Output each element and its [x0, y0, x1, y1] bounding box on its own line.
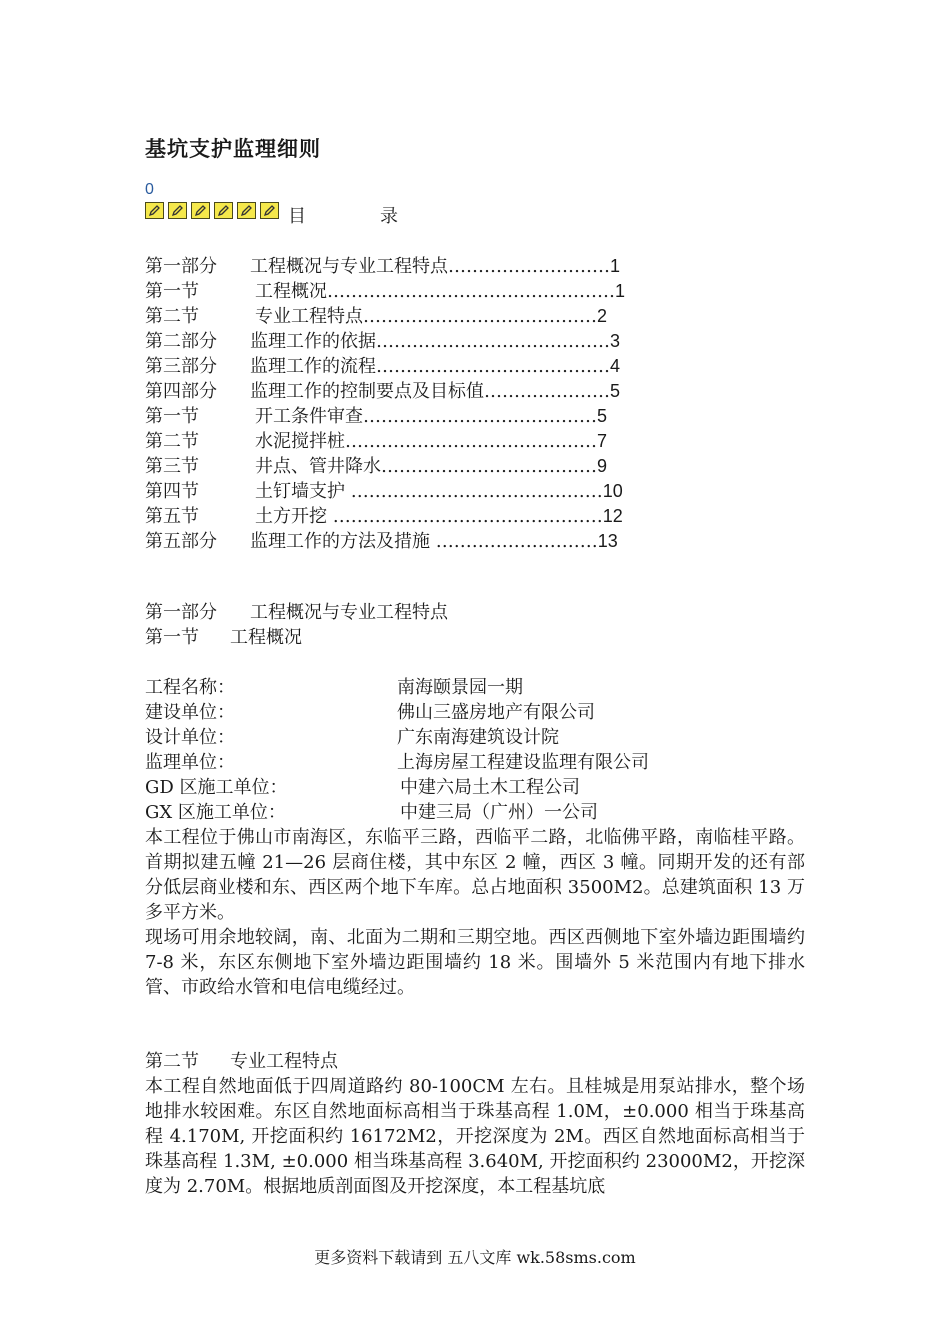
- info-key: 工程名称：: [145, 677, 235, 698]
- toc-item-page: 2: [597, 306, 608, 326]
- toc-item-page: 4: [610, 356, 621, 376]
- toc-item-text: 监理工作的控制要点及目标值: [250, 381, 484, 402]
- toc-item-leader: …………………………………: [376, 331, 610, 352]
- toc-item-leader: ……………………………………: [345, 481, 603, 502]
- toc-item-page: 7: [597, 431, 608, 451]
- info-key: GD 区施工单位：: [145, 777, 288, 798]
- paragraph-location: 本工程位于佛山市南海区，东临平三路，西临平二路，北临佛平路，南临桂平路。首期拟建五幢 21—26 层商住楼，其中东区 2 幢，西区 3 幢。同期开发的还有部分低层商业楼和东、西区两个地下车库。总占地面积 3500M2。总建筑面积 13 万多平方米。: [145, 827, 805, 923]
- part-title: 工程概况与专业工程特点: [250, 602, 448, 623]
- toc-item-text: 土方开挖: [255, 506, 327, 527]
- toc-item-page: 9: [597, 456, 608, 476]
- info-value: 南海颐景园一期: [397, 677, 523, 698]
- toc-item-page: 3: [610, 331, 621, 351]
- paragraph-site: 现场可用余地较阔，南、北面为二期和三期空地。西区西侧地下室外墙边距围墙约 7-8 米，东区东侧地下室外墙边距围墙约 18 米。围墙外 5 米范围内有地下排水管、市政给水管和电信电缆经过。: [145, 927, 805, 998]
- section-label: 第一节: [145, 627, 199, 648]
- toc-item-text: 水泥搅拌桩: [255, 431, 345, 452]
- toc-item-text: 监理工作的方法及措施: [250, 531, 430, 552]
- toc-item-leader: …………………………………: [376, 356, 610, 377]
- info-key: 设计单位：: [145, 727, 235, 748]
- pencil-icon: [260, 202, 279, 219]
- toc-item-page: 12: [602, 506, 623, 526]
- toc-item-label: 第四节: [145, 481, 199, 502]
- toc-item-text: 监理工作的依据: [250, 331, 376, 352]
- toc-item-text: 工程概况与专业工程特点: [250, 256, 448, 277]
- toc-item-label: 第四部分: [145, 381, 217, 402]
- toc-item-label: 第一节: [145, 281, 199, 302]
- toc-item-text: 专业工程特点: [255, 306, 363, 327]
- toc-item-leader: …………………: [484, 381, 610, 402]
- document-title: 基坑支护监理细则: [145, 137, 321, 161]
- toc-item-leader: ………………………………………: [327, 506, 603, 527]
- toc-item-label: 第五部分: [145, 531, 217, 552]
- section-label: 第二节: [145, 1051, 199, 1072]
- bookmark-anchor[interactable]: 0: [145, 181, 154, 198]
- section-title: 专业工程特点: [230, 1051, 338, 1072]
- pencil-icon: [168, 202, 187, 219]
- pencil-icon: [145, 202, 164, 219]
- toc-item-page: 5: [597, 406, 608, 426]
- section-title: 工程概况: [230, 627, 302, 648]
- section-2-heading: [145, 1049, 338, 1074]
- toc-item-text: 土钉墙支护: [255, 481, 345, 502]
- toc-item-leader: …………………………………………: [327, 281, 615, 302]
- toc-item-page: 1: [615, 281, 626, 301]
- toc-item-label: 第二部分: [145, 331, 217, 352]
- toc-heading-left: 目: [288, 206, 306, 227]
- toc-item-leader: ……………………………………: [345, 431, 597, 452]
- toc-heading-right: 录: [380, 206, 398, 227]
- toc-item-page: 5: [610, 381, 621, 401]
- info-key: 监理单位：: [145, 752, 235, 773]
- toc-item-label: 第二节: [145, 306, 199, 327]
- toc-item-label: 第五节: [145, 506, 199, 527]
- toc-item-leader: …………………………………: [363, 406, 597, 427]
- paragraph-features: 本工程自然地面低于四周道路约 80-100CM 左右。且桂城是用泵站排水，整个场地排水较困难。东区自然地面标高相当于珠基高程 1.0M，±0.000 相当于珠基高程 4.170M, 开挖面积约 16172M2，开挖深度为 2M。西区自然地面标高相当于珠基高程 1.3M, ±0.000 相当珠基高程 3.640M, 开挖面积约 23000M2，开挖深度为 2.70M。根据地质剖面图及开挖深度，本工程基坑底: [145, 1076, 805, 1197]
- toc-item-label: 第三节: [145, 456, 199, 477]
- toc-item-label: 第三部分: [145, 356, 217, 377]
- info-value: 中建三局（广州）一公司: [400, 802, 598, 823]
- toc-item-leader: ………………………: [448, 256, 610, 277]
- toc-heading: [288, 202, 398, 228]
- info-value: 佛山三盛房地产有限公司: [397, 702, 595, 723]
- section-1-heading: [145, 600, 448, 650]
- part-label: 第一部分: [145, 602, 217, 623]
- toc-item-leader: ………………………………: [381, 456, 597, 477]
- info-key: GX 区施工单位：: [145, 802, 286, 823]
- toc-item-leader: …………………………………: [363, 306, 597, 327]
- info-value: 上海房屋工程建设监理有限公司: [397, 752, 649, 773]
- toc-item-label: 第一节: [145, 406, 199, 427]
- toc-item-label: 第二节: [145, 431, 199, 452]
- footer-note[interactable]: 更多资料下载请到 五八文库 wk.58sms.com: [314, 1248, 636, 1267]
- toc-item-page: 1: [610, 256, 621, 276]
- toc-item-page: 13: [597, 531, 618, 551]
- pencil-icon: [191, 202, 210, 219]
- info-key: 建设单位：: [145, 702, 235, 723]
- toc-item-page: 10: [602, 481, 623, 501]
- pencil-icon: [237, 202, 256, 219]
- toc-item-text: 开工条件审查: [255, 406, 363, 427]
- info-value: 广东南海建筑设计院: [397, 727, 559, 748]
- icon-strip: [145, 202, 283, 222]
- pencil-icon: [214, 202, 233, 219]
- toc-item-label: 第一部分: [145, 256, 217, 277]
- toc-item-text: 井点、管井降水: [255, 456, 381, 477]
- toc-item-leader: ………………………: [430, 531, 598, 552]
- toc-item-text: 工程概况: [255, 281, 327, 302]
- info-value: 中建六局土木工程公司: [400, 777, 580, 798]
- toc-item-text: 监理工作的流程: [250, 356, 376, 377]
